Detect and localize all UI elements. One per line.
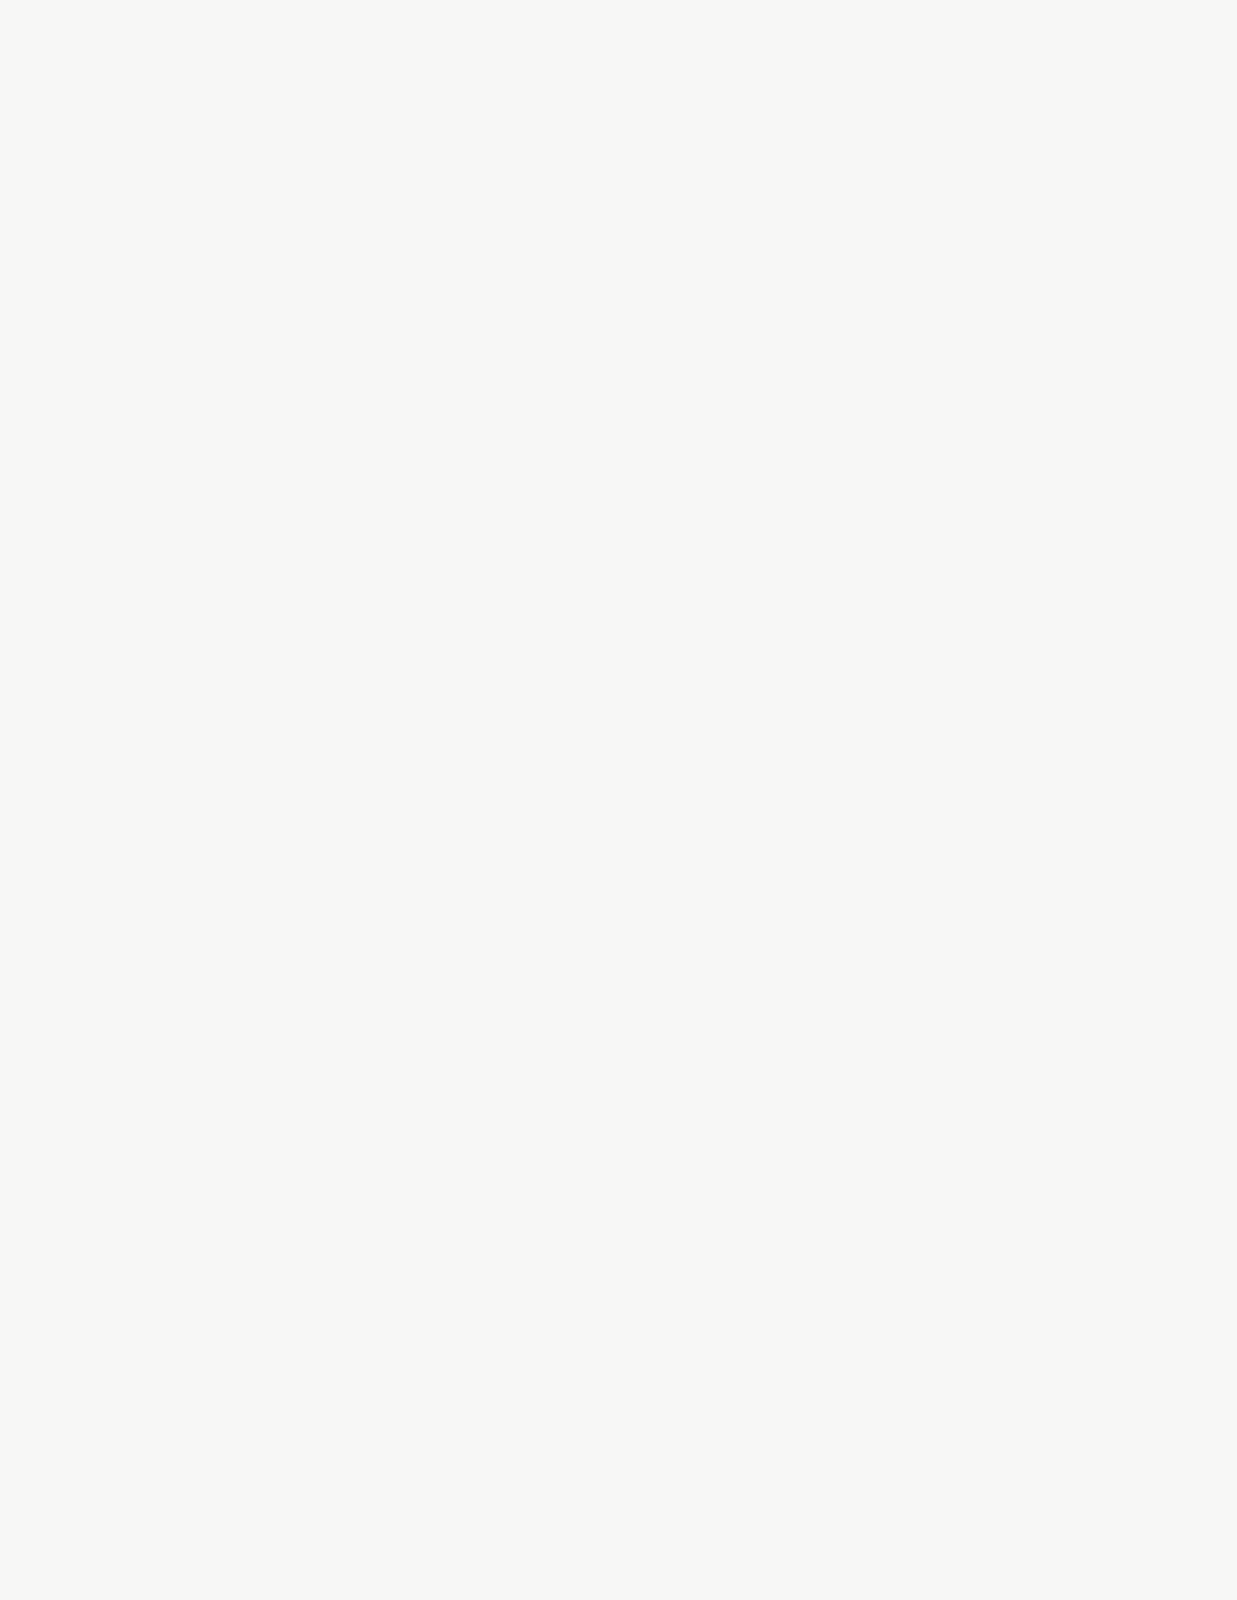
toc-entry[interactable] (160, 454, 1060, 486)
toc-entry[interactable] (160, 980, 1060, 1012)
toc-entry[interactable] (160, 1105, 1060, 1137)
toc-entry[interactable] (160, 357, 1060, 389)
section-spacer (160, 1045, 1060, 1073)
toc-entry[interactable] (160, 1073, 1060, 1105)
toc-entry[interactable] (160, 948, 1060, 980)
toc-entry[interactable] (160, 228, 1060, 260)
toc-entry[interactable] (160, 754, 1060, 786)
toc-entry[interactable] (160, 561, 1060, 593)
toc-entry[interactable] (160, 884, 1060, 916)
toc-entry[interactable] (160, 486, 1060, 518)
toc-group-baking (160, 561, 1060, 916)
toc-entry[interactable] (160, 293, 1060, 325)
toc-entry[interactable] (160, 389, 1060, 421)
toc-entry[interactable] (160, 260, 1060, 292)
pine-border-right (1150, 130, 1237, 1500)
table-of-contents (160, 228, 1060, 1137)
toc-entry[interactable] (160, 851, 1060, 883)
toc-group-closing (160, 1073, 1060, 1138)
toc-entry[interactable] (160, 593, 1060, 625)
toc-entry[interactable] (160, 625, 1060, 657)
toc-entry[interactable] (160, 325, 1060, 357)
toc-entry[interactable] (160, 787, 1060, 819)
toc-entry[interactable] (160, 690, 1060, 722)
toc-group-appetizers (160, 228, 1060, 519)
toc-entry[interactable] (160, 1013, 1060, 1045)
toc-entry[interactable] (160, 819, 1060, 851)
pine-border-top (0, 0, 1237, 130)
toc-entry[interactable] (160, 422, 1060, 454)
pine-border-bottom (0, 1500, 1237, 1600)
toc-entry[interactable] (160, 722, 1060, 754)
toc-group-morning (160, 948, 1060, 1045)
toc-entry[interactable] (160, 658, 1060, 690)
